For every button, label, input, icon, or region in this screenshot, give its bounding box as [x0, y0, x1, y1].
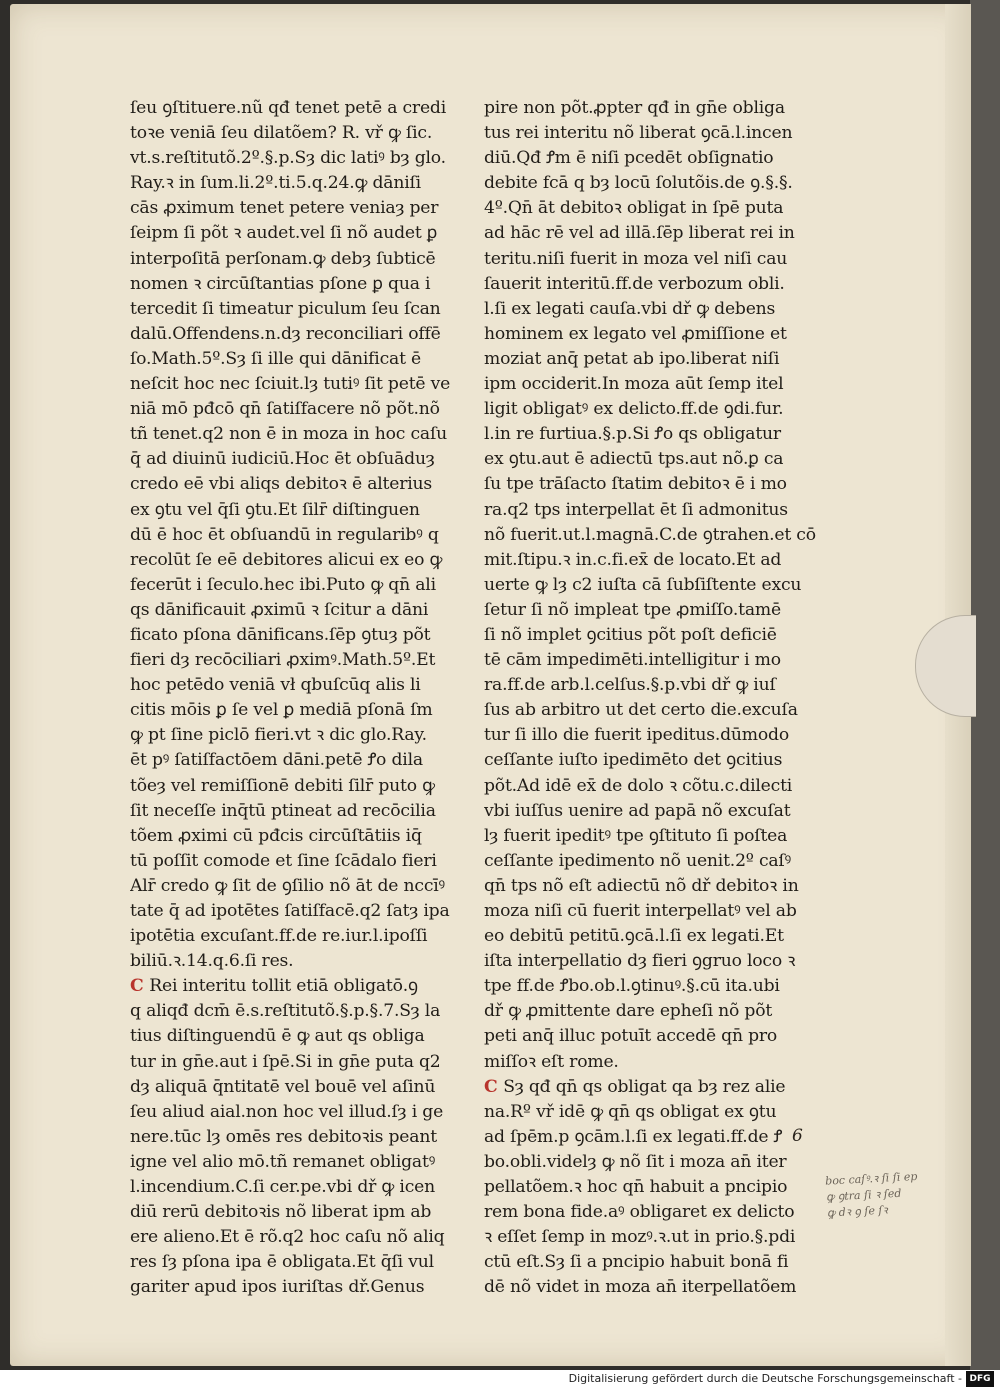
text-line-content: tõeȝ vel remiſſionē debiti ſilr̄ puto ꝙ — [130, 775, 435, 796]
text-line — [484, 1275, 822, 1300]
text-line — [130, 799, 475, 824]
text-line-content: Rei interitu tollit etiā obligatō.ꝯ — [149, 976, 418, 997]
text-line — [484, 96, 822, 121]
text-line — [484, 1225, 822, 1250]
text-line — [484, 146, 822, 171]
marginal-note-line: ꝙ ꝯtra ſi ꝛ ſed — [825, 1186, 902, 1204]
text-line — [130, 1200, 475, 1225]
text-line — [484, 498, 822, 523]
text-line — [130, 1275, 475, 1300]
text-line-content: cās ꝓximum tenet petere veniaȝ per — [130, 198, 439, 219]
text-line — [484, 673, 822, 698]
text-line — [130, 774, 475, 799]
text-line-content: diū.Qđ Ꝭm ē niſi pcedēt obſignatio — [484, 148, 774, 169]
text-line-content: ficato pſona dānificans.ſēp ꝯtuȝ põt — [130, 624, 431, 645]
text-line-content: tius diſtinguendū ē ꝙ aut qs obliga — [130, 1026, 425, 1047]
text-line-content: diū rerū debitoꝛis nõ liberat ipm ab — [130, 1202, 432, 1223]
text-line-content: dȝ aliquā q̄ntitatē vel bouē vel aſinū — [130, 1076, 436, 1097]
text-line — [130, 1175, 475, 1200]
text-line-content: Sȝ qđ qn̄ qs obligat qa bȝ rez alie — [503, 1076, 786, 1097]
text-line — [484, 774, 822, 799]
text-line-content: vt.s.reſtitutõ.2º.§.p.Sȝ dic latiꝰ bȝ glo. — [130, 148, 446, 169]
text-line — [484, 974, 822, 999]
text-line — [130, 1250, 475, 1275]
text-line — [130, 974, 475, 999]
text-line-content: tē cām impedimēti.intelligitur i mo — [484, 650, 781, 671]
text-line-content: qs dānificauit ꝓximū ꝛ ſcitur a dāni — [130, 599, 429, 620]
text-line-content: ra.ff.de arb.l.celſus.§.p.vbi dř ꝙ iuſ — [484, 675, 776, 696]
text-line — [130, 372, 475, 397]
text-line — [130, 96, 475, 121]
text-line — [484, 171, 822, 196]
text-line-content: ad ſpēm.p ꝯcām.l.ſi ex legati.ff.de Ꝭ — [484, 1126, 783, 1147]
text-line — [130, 297, 475, 322]
text-line-content: ſu tpe trāſacto ſtatim debitoꝛ ē i mo — [484, 474, 787, 495]
text-line — [130, 874, 475, 899]
text-line-content: ſeipm ſi põt ꝛ audet.vel ſi nõ audet ꝑ — [130, 223, 438, 244]
text-line-content: moziat anq̄ petat ab ipo.liberat niſi — [484, 348, 780, 369]
text-line-content: ſi nõ implet ꝯcitius põt poſt deficiē — [484, 624, 777, 645]
text-line — [130, 623, 475, 648]
text-line-content: tõem ꝓximi cū pđcis circūſtātiis iq̄ — [130, 825, 422, 846]
text-line-content: credo eē vbi aliqs debitoꝛ ē alterius — [130, 474, 433, 495]
text-line — [130, 196, 475, 221]
text-line — [484, 899, 822, 924]
text-line — [130, 247, 475, 272]
text-line — [484, 372, 822, 397]
text-line — [484, 723, 822, 748]
text-line-content: dř ꝙ ꝓmittente dare epheſi nõ põt — [484, 1001, 773, 1022]
text-line — [484, 422, 822, 447]
text-line-content: gariter apud ipos iuriſtas dř.Genus — [130, 1277, 425, 1298]
rubric-initial: C — [484, 1076, 504, 1097]
text-line — [130, 698, 475, 723]
text-line — [484, 1200, 822, 1225]
text-line — [130, 648, 475, 673]
text-line — [130, 1024, 475, 1049]
text-line — [484, 548, 822, 573]
text-line-content: tus rei interitu nõ liberat ꝯcā.l.incen — [484, 123, 793, 144]
text-line-content: ꝙ pt ſine piclō fieri.vt ꝛ dic glo.Ray. — [130, 725, 427, 746]
text-line-content: na.Rº vř idē ꝙ qn̄ qs obligat ex ꝯtu — [484, 1101, 777, 1122]
text-line-content: l.incendium.C.ſi cer.pe.vbi dř ꝙ icen — [130, 1177, 435, 1198]
text-line — [484, 1024, 822, 1049]
text-line — [484, 1175, 822, 1200]
text-line — [484, 824, 822, 849]
text-line-content: ex ꝯtu vel q̄ſi ꝯtu.Et ſilr̄ diſtinguen — [130, 499, 420, 520]
page-number: 6 — [792, 1126, 803, 1146]
text-line-content: ſit neceſſe inq̄tū ptineat ad recōcilia — [130, 800, 436, 821]
rubric-initial: C — [130, 976, 150, 997]
text-line-content: ctū eſt.Sȝ ſi a pncipio habuit bonā fi — [484, 1252, 789, 1273]
text-line-content: l.ſi ex legati cauſa.vbi dř ꝙ debens — [484, 298, 776, 319]
text-line — [130, 498, 475, 523]
text-line — [130, 121, 475, 146]
text-line — [484, 523, 822, 548]
text-line-content: iſta interpellatio dȝ fieri ꝯgruo loco ꝛ — [484, 951, 796, 972]
text-line-content: recolūt ſe eē debitores alicui ex eo ꝙ — [130, 549, 443, 570]
text-line-content: ligit obligatꝰ ex delicto.ff.de ꝯdi.fur. — [484, 399, 784, 420]
marginal-note-line: boc caſꝰ.ꝛ ſi ſi ep — [824, 1169, 918, 1188]
text-line-content: Ray.ꝛ in ſum.li.2º.ti.5.q.24.ꝙ dāniſi — [130, 173, 421, 194]
text-line-content: ex ꝯtu.aut ē adiectū tps.aut nõ.ꝑ ca — [484, 449, 784, 470]
text-line — [484, 472, 822, 497]
text-line-content: tpe ff.de Ꝭbo.ob.l.ꝯtinuꝰ.§.cū ita.ubi — [484, 976, 780, 997]
text-line-content: eo debitū petitū.ꝯcā.l.ſi ex legati.Et — [484, 926, 784, 947]
text-line — [130, 221, 475, 246]
text-line — [484, 598, 822, 623]
text-line — [484, 1150, 822, 1175]
text-line-content: ſeu ꝯſtituere.nũ qđ tenet petē a credi — [130, 98, 447, 118]
text-line-content: toꝛe veniā ſeu dilatõem? R. vř ꝙ ſic. — [130, 123, 433, 144]
text-line — [484, 999, 822, 1024]
text-line — [484, 849, 822, 874]
text-line-content: dē nõ videt in moza an̄ iterpellatõem — [484, 1277, 797, 1298]
text-line-content: debite fcā q bȝ locū ſolutõis.de ꝯ.§.§. — [484, 173, 793, 194]
text-line — [130, 673, 475, 698]
text-line-content: fecerūt i ſeculo.hec ibi.Puto ꝙ qn̄ ali — [130, 574, 436, 595]
text-line-content: rem bona fide.aꝰ obligaret ex delicto — [484, 1202, 795, 1223]
text-line — [484, 347, 822, 372]
text-line-content: ra.q2 tps interpellat ēt ſi admonitus — [484, 499, 788, 520]
text-line — [130, 171, 475, 196]
text-line-content: ceſſante iuſto ipedimēto det ꝯcitius — [484, 750, 783, 771]
text-line-content: vbi iuſſus uenire ad papā nõ excuſat — [484, 800, 791, 821]
text-line — [130, 422, 475, 447]
text-line-content: hominem ex legato vel ꝓmiſſione et — [484, 323, 787, 344]
text-line-content: biliū.ꝛ.14.q.6.ſi res. — [130, 951, 294, 972]
text-line — [130, 824, 475, 849]
text-line — [130, 1225, 475, 1250]
text-line — [130, 899, 475, 924]
text-line — [484, 121, 822, 146]
marginal-note — [825, 1166, 967, 1221]
text-line-content: uerte ꝙ lȝ c2 iuſta cā ſubſiſtente excu — [484, 574, 802, 595]
text-line-content: l.in re furtiua.§.p.Si Ꝭo qs obligatur — [484, 424, 781, 445]
text-column-right — [484, 96, 822, 1301]
text-line-content: citis mōis ꝑ ſe vel ꝑ mediā pſonā ſm — [130, 700, 433, 721]
text-line — [484, 272, 822, 297]
text-line-content: interpoſitā perſonam.ꝙ debȝ ſubticē — [130, 248, 436, 269]
text-line-content: nõ fuerit.ut.l.magnā.C.de ꝯtrahen.et cō — [484, 524, 816, 545]
text-line-content: ſo.Math.5º.Sȝ ſi ille qui dānificat ē — [130, 348, 422, 369]
text-line-content: pellatõem.ꝛ hoc qn̄ habuit a pncipio — [484, 1177, 788, 1198]
text-line-content: nere.tūc lȝ omēs res debitoꝛis peant — [130, 1126, 437, 1147]
text-line-content: res ſȝ pſona ipa ē obligata.Et q̄ſi vul — [130, 1252, 434, 1273]
text-line-content: ſeu aliud aial.non hoc vel illud.ſȝ i ge — [130, 1101, 444, 1122]
text-line — [130, 397, 475, 422]
text-line — [130, 322, 475, 347]
text-line — [484, 748, 822, 773]
text-line — [130, 949, 475, 974]
text-line-content: lȝ fuerit ipeditꝰ tpe ꝯſtituto ſi poſtea — [484, 825, 788, 846]
text-line — [130, 347, 475, 372]
text-line — [484, 247, 822, 272]
text-line-content: moza niſi cū fuerit interpellatꝰ vel ab — [484, 901, 797, 921]
text-line — [484, 447, 822, 472]
text-line — [484, 322, 822, 347]
text-line-content: pire non põt.ꝓpter qđ in gn̄e obliga — [484, 98, 785, 118]
text-line-content: tercedit ſi timeatur piculum ſeu ſcan — [130, 298, 441, 319]
text-line-content: dalū.Offendens.n.dȝ reconciliari offē — [130, 323, 441, 344]
text-line-content: nomen ꝛ circūſtantias pſone ꝑ qua i — [130, 273, 431, 294]
text-line — [484, 1250, 822, 1275]
text-line — [484, 1125, 822, 1150]
text-line — [484, 799, 822, 824]
text-line-content: ceſſante ipedimento nõ uenit.2º caſꝰ — [484, 850, 791, 871]
text-line-content: mit.ſtipu.ꝛ in.c.fi.ex̄ de locato.Et ad — [484, 549, 782, 570]
text-line-content: ad hāc rē vel ad illā.ſēp liberat rei in — [484, 223, 795, 244]
text-line — [130, 849, 475, 874]
text-line-content: bo.obli.videlȝ ꝙ nõ ſit i moza an̄ iter — [484, 1151, 787, 1172]
text-line-content: Alr̄ credo ꝙ ſit de ꝯſilio nõ āt de nccīꝰ — [130, 875, 445, 896]
text-line-content: tur ſi illo die fuerit ipeditus.dūmodo — [484, 725, 789, 746]
text-line — [484, 397, 822, 422]
text-line — [130, 748, 475, 773]
text-line-content: tū poſſit comode et ſine ſcādalo fieri — [130, 850, 437, 871]
text-line-content: neſcit hoc nec ſciuit.lȝ tutiꝰ ſit petē ve — [130, 374, 451, 395]
text-line-content: igne vel alio mō.tñ remanet obligatꝰ — [130, 1151, 436, 1172]
marginal-note-line: ꝙ dꝛ ꝯ ſe ſꝛ — [826, 1203, 888, 1220]
text-line-content: fieri dȝ recōciliari ꝓximꝰ.Math.5º.Et — [130, 650, 436, 671]
text-line — [484, 1075, 822, 1100]
text-line — [484, 221, 822, 246]
text-line — [130, 573, 475, 598]
text-line — [130, 1125, 475, 1150]
text-line-content: hoc petēdo veniā vł qbuſcūq alis li — [130, 675, 421, 696]
text-line-content: ipotētia excuſant.ff.de re.iur.l.ipoſſi — [130, 926, 428, 947]
text-line-content: ſetur ſi nõ impleat tpe ꝓmiſſo.tamē — [484, 599, 781, 620]
text-line — [130, 999, 475, 1024]
text-line-content: q aliqđ dcm̄ ē.s.reſtitutõ.§.p.§.7.Sȝ la — [130, 1001, 441, 1022]
text-line-content: miſſoꝛ eſt rome. — [484, 1051, 619, 1072]
text-line — [130, 447, 475, 472]
text-line-content: tate q̄ ad ipotētes ſatiſfacē.q2 ſatȝ ipa — [130, 901, 450, 921]
text-line-content: teritu.niſi fuerit in moza vel niſi cau — [484, 248, 788, 269]
text-line — [130, 1075, 475, 1100]
text-line — [130, 472, 475, 497]
text-line-content: tur in gn̄e.aut i ſpē.Si in gn̄e puta q2 — [130, 1051, 441, 1072]
text-line — [130, 548, 475, 573]
footer-credit: Digitalisierung gefördert durch die Deutsche Forschungsgemeinschaft - — [568, 1372, 962, 1385]
dfg-logo: DFG — [966, 1371, 994, 1387]
text-line-content: 4º.Qn̄ āt debitoꝛ obligat in ſpē puta — [484, 198, 784, 219]
text-line — [130, 146, 475, 171]
text-line — [130, 272, 475, 297]
text-line — [130, 924, 475, 949]
text-line — [484, 698, 822, 723]
text-line — [484, 196, 822, 221]
text-line — [130, 1050, 475, 1075]
text-line — [484, 949, 822, 974]
text-line — [130, 1100, 475, 1125]
text-line — [484, 297, 822, 322]
text-line — [130, 523, 475, 548]
text-line — [484, 623, 822, 648]
text-line-content: ēt pꝰ ſatiſfactōem dāni.petē Ꝭo dila — [130, 750, 423, 771]
text-line-content: niā mō pđcō qn̄ ſatiſfacere nõ põt.nõ — [130, 399, 440, 420]
text-line — [130, 598, 475, 623]
text-line-content: ꝛ eſſet ſemp in mozꝰ.ꝛ.ut in prio.§.pdi — [484, 1227, 796, 1248]
text-line — [484, 924, 822, 949]
text-line-content: q̄ ad diuinū iudiciū.Hoc ēt obſuāduȝ — [130, 449, 435, 470]
text-column-left — [130, 96, 475, 1301]
text-line — [130, 723, 475, 748]
text-line-content: peti anq̄ illuc potuīt accedē qn̄ pro — [484, 1026, 778, 1047]
text-line-content: tñ tenet.q2 non ē in moza in hoc caſu — [130, 424, 447, 445]
text-line — [484, 573, 822, 598]
text-line-content: ipm occiderit.In moza aūt ſemp itel — [484, 374, 784, 395]
text-line-content: põt.Ad idē ex̄ de dolo ꝛ cõtu.c.dilecti — [484, 775, 793, 796]
text-line — [484, 874, 822, 899]
text-line-content: ſauerit interitū.ff.de verbozum obli. — [484, 273, 785, 294]
text-line — [484, 1050, 822, 1075]
text-line-content: ſus ab arbitro ut det certo die.excuſa — [484, 700, 798, 721]
text-line-content: ere alieno.Et ē rõ.q2 hoc caſu nõ aliq — [130, 1227, 445, 1248]
text-line — [484, 1100, 822, 1125]
text-line — [130, 1150, 475, 1175]
text-line-content: qn̄ tps nõ eſt adiectū nõ dř debitoꝛ in — [484, 875, 799, 896]
text-line — [484, 648, 822, 673]
text-line-content: dū ē hoc ēt obſuandū in regularibꝰ q — [130, 524, 439, 545]
